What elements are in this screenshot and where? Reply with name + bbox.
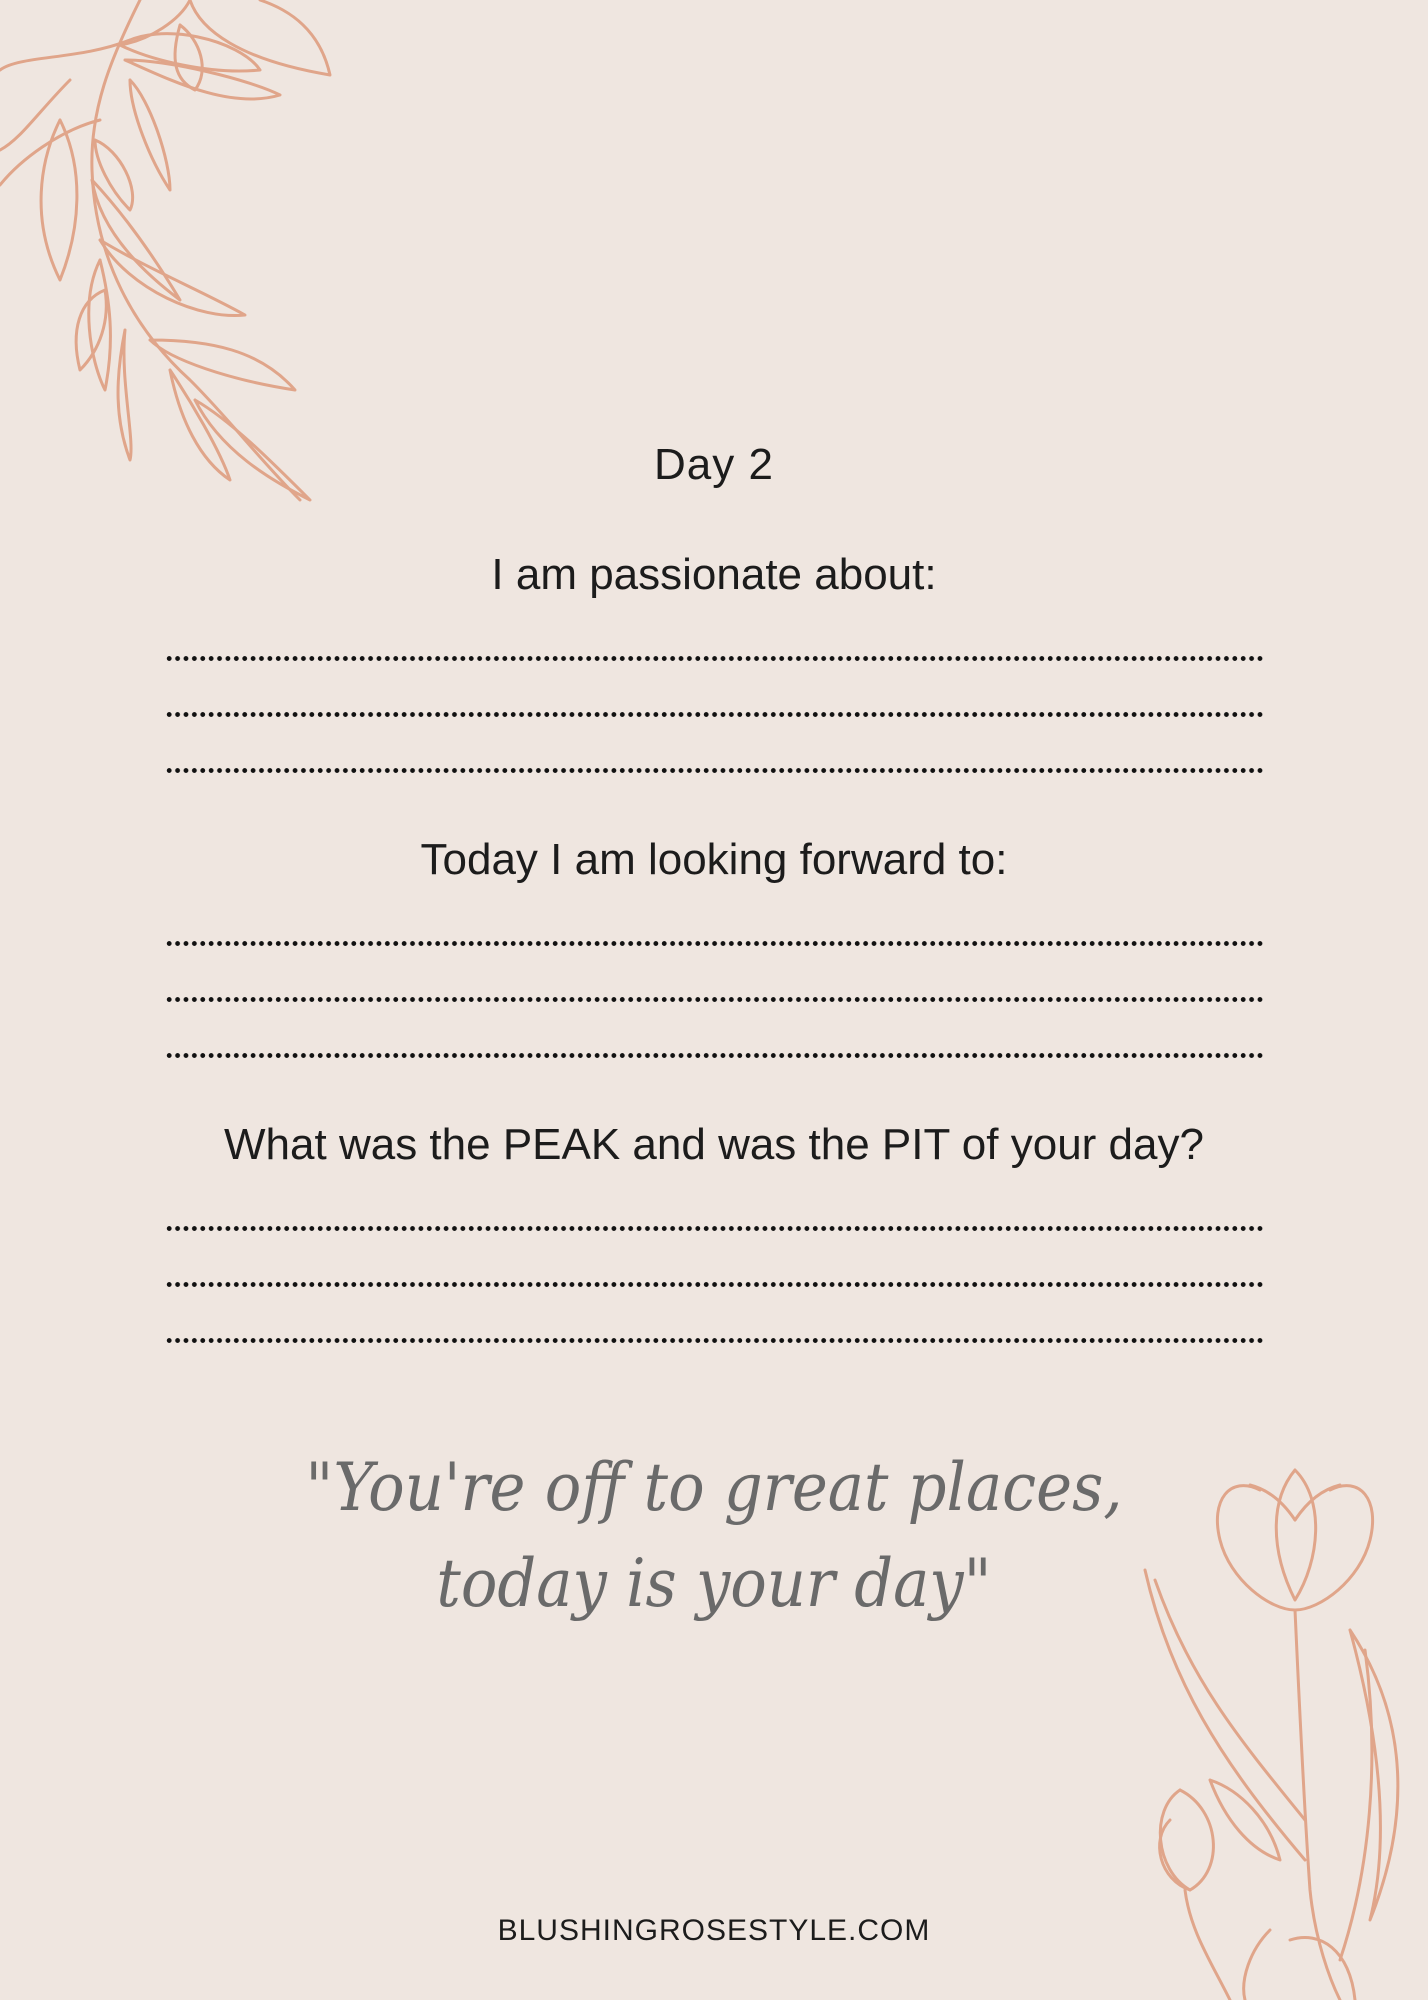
inspirational-quote: [57, 1440, 1371, 1632]
section-prompt: Today I am looking forward to:: [420, 835, 1008, 884]
quote-line-2: today is your day": [436, 1545, 992, 1622]
section-prompt: What was the PEAK and was the PIT of your day?: [224, 1120, 1204, 1169]
section-peak-pit: [165, 1115, 1263, 1353]
footer-website: BLUSHINGROSESTYLE.COM: [497, 1914, 931, 1947]
writing-line[interactable]: [165, 1012, 1263, 1068]
writing-line[interactable]: [165, 956, 1263, 1012]
writing-line[interactable]: [165, 615, 1263, 671]
writing-line[interactable]: [165, 671, 1263, 727]
writing-line[interactable]: [165, 727, 1263, 783]
section-passionate: [165, 545, 1263, 783]
section-looking-forward: [165, 830, 1263, 1068]
writing-line[interactable]: [165, 1241, 1263, 1297]
section-prompt: I am passionate about:: [491, 550, 937, 599]
leaf-branch-illustration: [0, 0, 340, 510]
writing-line[interactable]: [165, 1297, 1263, 1353]
writing-line[interactable]: [165, 900, 1263, 956]
quote-line-1: "You're off to great places,: [305, 1449, 1123, 1526]
day-title: Day 2: [654, 440, 774, 489]
writing-line[interactable]: [165, 1185, 1263, 1241]
